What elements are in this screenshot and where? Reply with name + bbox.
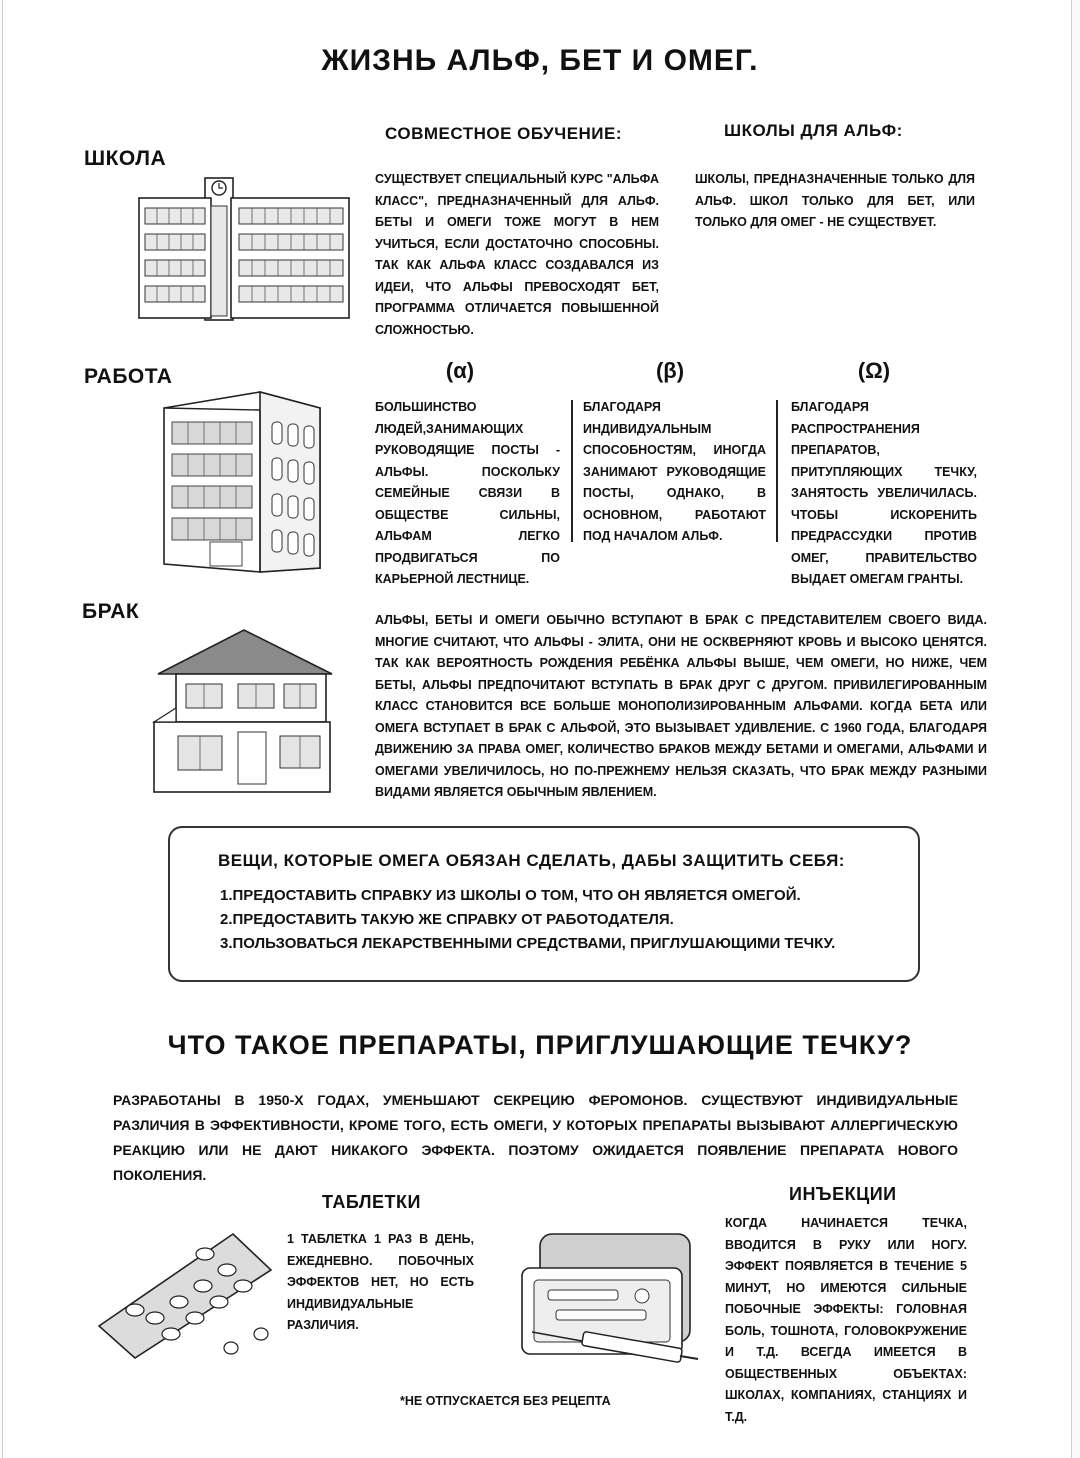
pills-heading: ТАБЛЕТКИ	[322, 1192, 421, 1212]
school-building-illustration	[135, 170, 353, 320]
omega-symbol: (Ω)	[857, 358, 891, 383]
protection-box-title: ВЕЩИ, КОТОРЫЕ ОМЕГА ОБЯЗАН СДЕЛАТЬ, ДАБЫ ЗАЩИТИТЬ СЕБЯ:	[218, 851, 845, 870]
marriage-label: БРАК	[82, 600, 140, 623]
coed-text: СУЩЕСТВУЕТ СПЕЦИАЛЬНЫЙ КУРС "АЛЬФА КЛАСС", ПРЕДНАЗНАЧЕННЫЙ ДЛЯ АЛЬФ. БЕТЫ И ОМЕГИ ТОЖЕ МОГУТ В НЕМ УЧИТЬСЯ, ЕСЛИ ДОСТАТОЧНО СПОСОБНЫ. ТАК КАК АЛЬФА КЛАСС СОЗДАВАЛСЯ ИЗ ИДЕИ, ЧТО АЛЬФЫ ПРЕВОСХОДЯТ БЕТ, ПРОГРАММА ОТЛИЧАЕТСЯ ПОВЫШЕННОЙ СЛОЖНОСТЬЮ.	[375, 172, 659, 337]
drugs-heading: ЧТО ТАКОЕ ПРЕПАРАТЫ, ПРИГЛУШАЮЩИЕ ТЕЧКУ?	[167, 1030, 913, 1060]
office-building-illustration	[160, 388, 325, 573]
alpha-schools-text: ШКОЛЫ, ПРЕДНАЗНАЧЕННЫЕ ТОЛЬКО ДЛЯ АЛЬФ. ШКОЛ ТОЛЬКО ДЛЯ БЕТ, ИЛИ ТОЛЬКО ДЛЯ ОМЕГ - НЕ СУЩЕСТВУЕТ.	[695, 172, 975, 229]
beta-symbol: (β)	[655, 358, 685, 383]
protection-box	[168, 826, 920, 982]
drugs-intro-text: РАЗРАБОТАНЫ В 1950-Х ГОДАХ, УМЕНЬШАЮТ СЕКРЕЦИЮ ФЕРОМОНОВ. СУЩЕСТВУЮТ ИНДИВИДУАЛЬНЫЕ РАЗЛИЧИЯ В ЭФФЕКТИВНОСТИ, КРОМЕ ТОГО, ЕСТЬ ОМЕГИ, У КОТОРЫХ ПРЕПАРАТЫ ВЫЗЫВАЮТ АЛЛЕРГИЧЕСКУЮ РЕАКЦИЮ ИЛИ НЕ ДАЮТ НИКАКОГО ЭФФЕКТА. ПОЭТОМУ ОЖИДАЕТСЯ ПОЯВЛЕНИЕ ПРЕПАРАТА НОВОГО ПОКОЛЕНИЯ.	[113, 1092, 958, 1183]
footnote: *НЕ ОТПУСКАЕТСЯ БЕЗ РЕЦЕПТА	[400, 1394, 611, 1408]
injections-heading: ИНЪЕКЦИИ	[789, 1184, 897, 1204]
house-illustration	[152, 628, 337, 798]
protection-item: 1.ПРЕДОСТАВИТЬ СПРАВКУ ИЗ ШКОЛЫ О ТОМ, ЧТО ОН ЯВЛЯЕТСЯ ОМЕГОЙ.	[220, 887, 801, 904]
pills-text: 1 ТАБЛЕТКА 1 РАЗ В ДЕНЬ, ЕЖЕДНЕВНО. ПОБОЧНЫХ ЭФФЕКТОВ НЕТ, НО ЕСТЬ ИНДИВИДУАЛЬНЫЕ РАЗЛИЧИЯ.	[287, 1232, 474, 1332]
work-beta-text: БЛАГОДАРЯ ИНДИВИДУАЛЬНЫМ СПОСОБНОСТЯМ, ИНОГДА ЗАНИМАЮТ РУКОВОДЯЩИЕ ПОСТЫ, ОДНАКО, В ОСНОВНОМ, РАБОТАЮТ ПОД НАЧАЛОМ АЛЬФ.	[583, 400, 766, 543]
marriage-text: АЛЬФЫ, БЕТЫ И ОМЕГИ ОБЫЧНО ВСТУПАЮТ В БРАК С ПРЕДСТАВИТЕЛЕМ СВОЕГО ВИДА. МНОГИЕ СЧИТАЮТ, ЧТО АЛЬФЫ - ЭЛИТА, ОНИ НЕ ОСКВЕРНЯЮТ КРОВЬ И ВЫСОКО ЦЕНЯТСЯ. ТАК КАК ВЕРОЯТНОСТЬ РОЖДЕНИЯ РЕБЁНКА АЛЬФЫ ВЫШЕ, ЧЕМ ОМЕГИ, НО НИЖЕ, ЧЕМ БЕТЫ, АЛЬФЫ ПРЕДПОЧИТАЮТ ВСТУПАТЬ В БРАК ДРУГ С ДРУГОМ. ПРИВИЛЕГИРОВАННЫМ КЛАСС СТАНОВИТСЯ ВСЕ БОЛЬШЕ МОНОПОЛИЗИРОВАННЫМ АЛЬФАМИ. КОГДА БЕТА ИЛИ ОМЕГА ВСТУПАЕТ В БРАК С АЛЬФОЙ, ЭТО ВЫЗЫВАЕТ УДИВЛЕНИЕ. С 1960 ГОДА, БЛАГОДАРЯ ДВИЖЕНИЮ ЗА ПРАВА ОМЕГ, КОЛИЧЕСТВО БРАКОВ МЕЖДУ БЕТАМИ И ОМЕГАМИ, АЛЬФАМИ И ОМЕГАМИ УВЕЛИЧИЛОСЬ, НО ПО-ПРЕЖНЕМУ НЕЛЬЗЯ СКАЗАТЬ, ЧТО БРАК МЕЖДУ РАЗНЫМИ ВИДАМИ ЯВЛЯЕТСЯ ОБЫЧНЫМ ЯВЛЕНИЕМ.	[375, 613, 987, 799]
work-omega-text: БЛАГОДАРЯ РАСПРОСТРАНЕНИЯ ПРЕПАРАТОВ, ПРИТУПЛЯЮЩИХ ТЕЧКУ, ЗАНЯТОСТЬ УВЕЛИЧИЛАСЬ. ЧТОБЫ ИСКОРЕНИТЬ ПРЕДРАССУДКИ ПРОТИВ ОМЕГ, ПРАВИТЕЛЬСТВО ВЫДАЕТ ОМЕГАМ ГРАНТЫ.	[791, 400, 977, 586]
injection-kit-illustration	[512, 1228, 702, 1378]
column-divider	[776, 400, 778, 542]
pill-blister-illustration	[95, 1230, 275, 1360]
school-label: ШКОЛА	[84, 147, 167, 170]
protection-item: 2.ПРЕДОСТАВИТЬ ТАКУЮ ЖЕ СПРАВКУ ОТ РАБОТОДАТЕЛЯ.	[220, 911, 674, 928]
alpha-symbol: (α)	[445, 358, 475, 383]
protection-item: 3.ПОЛЬЗОВАТЬСЯ ЛЕКАРСТВЕННЫМИ СРЕДСТВАМИ, ПРИГЛУШАЮЩИМИ ТЕЧКУ.	[220, 935, 836, 952]
page-title: ЖИЗНЬ АЛЬФ, БЕТ И ОМЕГ.	[321, 44, 759, 77]
column-divider	[571, 400, 573, 542]
coed-heading: СОВМЕСТНОЕ ОБУЧЕНИЕ:	[385, 124, 623, 143]
work-label: РАБОТА	[84, 365, 173, 388]
work-alpha-text: БОЛЬШИНСТВО ЛЮДЕЙ,ЗАНИМАЮЩИХ РУКОВОДЯЩИЕ ПОСТЫ - АЛЬФЫ. ПОСКОЛЬКУ СЕМЕЙНЫЕ СВЯЗИ В ОБЩЕСТВЕ СИЛЬНЫ, АЛЬФАМ ЛЕГКО ПРОДВИГАТЬСЯ ПО КАРЬЕРНОЙ ЛЕСТНИЦЕ.	[375, 400, 560, 586]
alpha-schools-heading: ШКОЛЫ ДЛЯ АЛЬФ:	[724, 121, 903, 140]
injections-text: КОГДА НАЧИНАЕТСЯ ТЕЧКА, ВВОДИТСЯ В РУКУ ИЛИ НОГУ. ЭФФЕКТ ПОЯВЛЯЕТСЯ В ТЕЧЕНИЕ 5 МИНУТ, НО ИМЕЮТСЯ СИЛЬНЫЕ ПОБОЧНЫЕ ЭФФЕКТЫ: ГОЛОВНАЯ БОЛЬ, ТОШНОТА, ГОЛОВОКРУЖЕНИЕ И Т.Д. ВСЕГДА ИМЕЕТСЯ В ОБЩЕСТВЕННЫХ ОБЪЕКТАХ: ШКОЛАХ, КОМПАНИЯХ, СТАНЦИЯХ И Т.Д.	[725, 1216, 967, 1424]
